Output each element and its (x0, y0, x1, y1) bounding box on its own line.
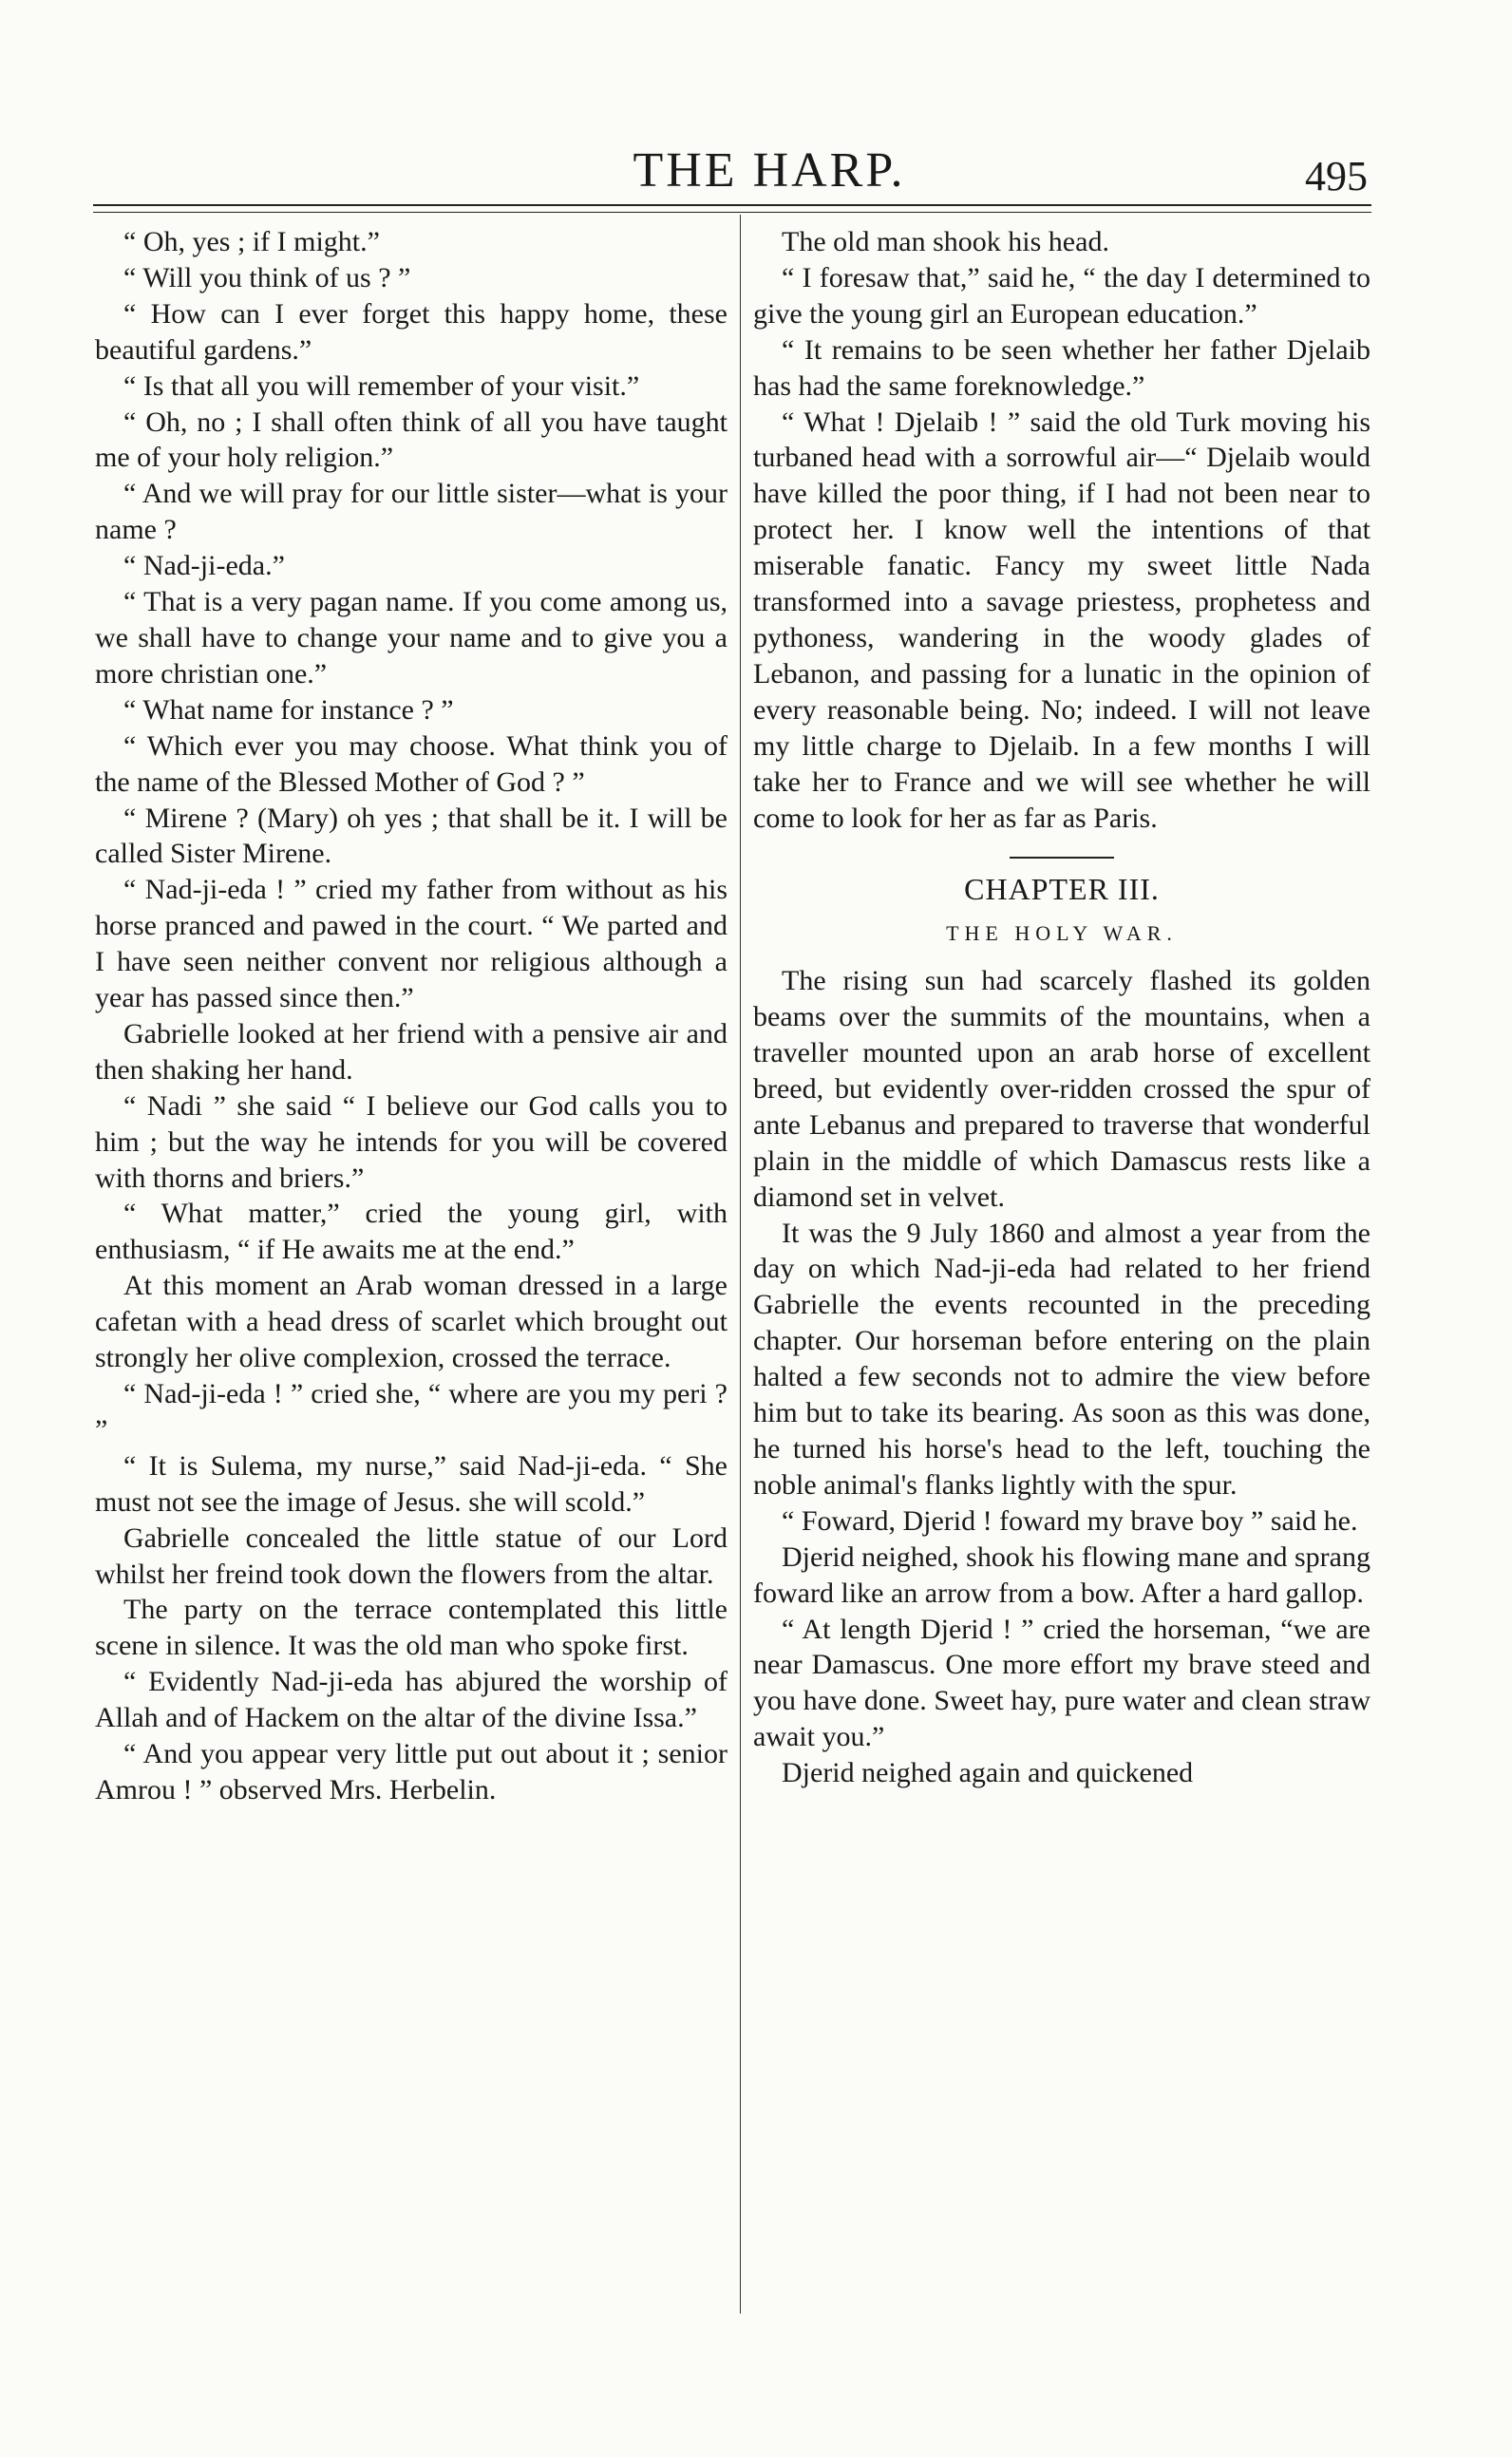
right-column (753, 224, 1370, 1791)
paragraph: “ It is Sulema, my nurse,” said Nad-ji-eda. “ She must not see the image of Jesus. she will scold.” (95, 1449, 728, 1518)
paragraph: “ Oh, no ; I shall often think of all you have taught me of your holy religion.” (95, 406, 728, 474)
paragraph: “ It remains to be seen whether her father Djelaib has had the same foreknowledge.” (753, 333, 1370, 402)
paragraph: “ I foresaw that,” said he, “ the day I determined to give the young girl an European education.” (753, 261, 1370, 330)
paragraph: Gabrielle looked at her friend with a pensive air and then shaking her hand. (95, 1017, 728, 1086)
paragraph: “ What ! Djelaib ! ” said the old Turk moving his turbaned head with a sorrowful air—“ Djelaib would have killed the poor thing, if I had not been near to protect her. I know well the intentions of that miserable fanatic. Fancy my sweet little Nada transformed into a savage priestess, prophetess and pythoness, wandering in the woody glades of Lebanon, and passing for a lunatic in the opinion of every reasonable being. No; indeed. I will not leave my little charge to Djelaib. In a few months I will take her to France and we will see whether he will come to look for her as far as Paris. (753, 406, 1370, 834)
paragraph: “ Evidently Nad-ji-eda has abjured the worship of Allah and of Hackem on the altar of the divine Issa.” (95, 1666, 728, 1734)
paragraph: “ How can I ever forget this happy home, these beautiful gardens.” (95, 297, 728, 366)
paragraph: “ Is that all you will remember of your visit.” (123, 369, 640, 402)
paragraph: Djerid neighed, shook his flowing mane and sprang foward like an arrow from a bow. After a hard gallop. (753, 1540, 1370, 1609)
paragraph: “ At length Djerid ! ” cried the horseman, “we are near Damascus. One more effort my brave steed and you have done. Sweet hay, pure water and clean straw await you.” (753, 1613, 1370, 1753)
paragraph: It was the 9 July 1860 and almost a year from the day on which Nad-ji-eda had related to her friend Gabrielle the events recounted in the preceding chapter. Our horseman before entering on the plain halted a few seconds not to admire the view before him but to take its bearing. As soon as this was done, he turned his horse's head to the left, touching the noble animal's flanks lightly with the spur. (753, 1217, 1370, 1501)
chapter-title: CHAPTER III. (964, 872, 1160, 907)
paragraph: “ What matter,” cried the young girl, with enthusiasm, “ if He awaits me at the end.” (95, 1198, 728, 1266)
paragraph: The rising sun had scarcely flashed its golden beams over the summits of the mountains, when a traveller mounted upon an arab horse of excellent breed, but evidently over-ridden crossed the spur of ante Lebanus and prepared to traverse that wonderful plain in the middle of which Damascus rests like a diamond set in velvet. (753, 965, 1370, 1213)
paragraph: “ Nadi ” she said “ I believe our God calls you to him ; but the way he intends for you will be covered with thorns and briers.” (95, 1089, 728, 1194)
paragraph: The party on the terrace contemplated this little scene in silence. It was the old man who spoke first. (95, 1594, 728, 1662)
paragraph: The old man shook his head. (782, 226, 1109, 257)
paragraph: “ Nad-ji-eda ! ” cried my father from without as his horse pranced and pawed in the court. “ We parted and I have seen neither convent nor religious although a year has passed since then.” (95, 874, 728, 1014)
running-title: THE HARP. (633, 143, 906, 198)
paragraph: “ Nad-ji-eda ! ” cried she, “ where are you my peri ? ” (95, 1378, 728, 1446)
header-rule-thick (93, 204, 1371, 206)
paragraph: “ And we will pray for our little sister—what is your name ? (95, 478, 728, 546)
chapter-divider (1010, 857, 1114, 859)
paragraph: Gabrielle concealed the little statue of our Lord whilst her freind took down the flowers from the altar. (95, 1521, 728, 1590)
page-number: 495 (1305, 153, 1368, 199)
column-divider (740, 215, 741, 2314)
paragraph: “ Oh, yes ; if I might.” (123, 226, 380, 257)
running-head (95, 142, 1368, 209)
paragraph: At this moment an Arab woman dressed in a large cafetan with a head dress of scarlet which brought out strongly her olive complexion, crossed the terrace. (95, 1270, 728, 1374)
paragraph: “ What name for instance ? ” (123, 693, 454, 726)
paragraph: “ Nad-ji-eda.” (123, 550, 285, 582)
left-column (95, 224, 728, 1808)
paragraph: “ That is a very pagan name. If you come among us, we shall have to change your name and to give you a more christian one.” (95, 586, 728, 690)
paragraph: “ Foward, Djerid ! foward my brave boy ” said he. (782, 1504, 1358, 1537)
paragraph: “ Mirene ? (Mary) oh yes ; that shall be it. I will be called Sister Mirene. (95, 802, 728, 870)
paragraph: “ Which ever you may choose. What think you of the name of the Blessed Mother of God ? ” (95, 729, 728, 798)
chapter-subtitle: THE HOLY WAR. (946, 921, 1178, 946)
paragraph: “ Will you think of us ? ” (123, 261, 411, 293)
header-rule-thin (93, 212, 1371, 213)
paragraph: “ And you appear very little put out about it ; senior Amrou ! ” observed Mrs. Herbelin. (95, 1738, 728, 1805)
paragraph: Djerid neighed again and quickened (782, 1757, 1194, 1789)
